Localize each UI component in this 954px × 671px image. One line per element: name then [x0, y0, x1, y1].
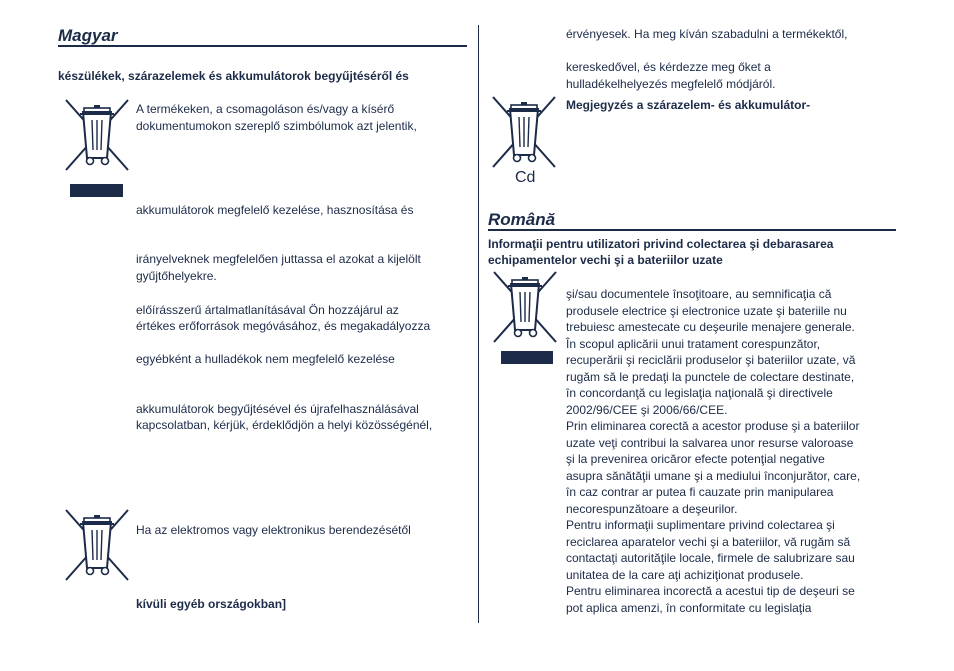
text-line: érvényesek. Ha meg kíván szabadulni a termékektől, [566, 27, 848, 41]
text-line: pot aplica amenzi, în conformitate cu legislaţia [566, 600, 812, 615]
text-line: produsele electrice şi electronice uzate şi bateriile nu [566, 303, 847, 318]
text-line: irányelveknek megfelelően juttassa el azokat a kijelölt [136, 252, 421, 266]
text-line: în concordanţă cu legislaţia naţională şi directivele [566, 386, 833, 400]
text-line: unitatea de la care aţi achiziţionat produsele. [566, 567, 804, 582]
text-line: recuperării şi reciclării produselor şi bateriilor uzate, vă [566, 353, 856, 367]
text-line: şi la prevenirea oricăror efecte potenţial negative [566, 452, 825, 466]
text-line: Ha az elektromos vagy elektronikus berendezésétől [136, 523, 411, 537]
text-line: asupra sănătăţii umane şi a mediului înconjurător, care, [566, 468, 861, 483]
section-heading-magyar: Magyar [58, 26, 118, 45]
text-line: contactaţi autorităţile locale, firmele de salubrizare sau [566, 551, 855, 565]
text-line: rugăm să le predaţi la punctele de colectare destinate, [566, 369, 855, 384]
text-line: Pentru eliminarea incorectă a acestui tip de deşeuri se [566, 584, 855, 598]
subheading-magyar: készülékek, szárazelemek és akkumulátorok begyűjtéséről és [58, 69, 409, 83]
text-line: dokumentumokon szereplő szimbólumok azt jelentik, [136, 119, 417, 133]
text-line: uzate veţi contribui la salvarea unor resurse valoroase [566, 435, 854, 450]
romana-body [566, 286, 860, 616]
underline-bar [70, 184, 123, 197]
heading-rule-romana [488, 229, 896, 231]
weee-bin-icon [66, 510, 128, 580]
note-bold: Megjegyzés a szárazelem- és akkumulátor- [566, 98, 811, 112]
text-line: Prin eliminarea corectă a acestor produse şi a bateriilor [566, 419, 860, 433]
weee-bin-icon [66, 100, 128, 170]
weee-bin-icon [494, 272, 556, 342]
subheading-romana: echipamentelor vechi şi a bateriilor uzate [488, 253, 723, 267]
text-line: în caz contrar ar putea fi cauzate prin manipularea [566, 485, 834, 499]
text-line: értékes erőforrások megóvásához, és megakadályozza [136, 319, 431, 333]
text-line: gyűjtőhelyekre. [136, 269, 217, 283]
text-line: În scopul aplicării unui tratament corespunzător, [566, 336, 821, 351]
text-line: akkumulátorok megfelelő kezelése, hasznosítása és [136, 203, 414, 217]
text-line: necorespunzătoare a deşeurilor. [566, 501, 738, 516]
text-line: reciclarea aparatelor vechi şi a bateriilor, vă rugăm să [566, 534, 851, 549]
column-divider [478, 25, 479, 623]
text-line: akkumulátorok begyűjtésével és újrafelhasználásával [136, 402, 419, 416]
cd-label: Cd [515, 169, 536, 186]
text-line: kereskedővel, és kérdezze meg őket a [566, 60, 771, 74]
text-line: 2002/96/CEE şi 2006/66/CEE. [566, 402, 728, 417]
text-line: Pentru informaţii suplimentare privind colectarea şi [566, 518, 835, 532]
subheading-romana: Informaţii pentru utilizatori privind colectarea şi debarasarea [488, 237, 834, 251]
text-line: előírásszerű ártalmatlanításával Ön hozzájárul az [136, 303, 399, 317]
text-line-bold: kívüli egyéb országokban] [136, 597, 287, 611]
underline-bar [501, 351, 553, 364]
text-line: hulladékelhelyezés megfelelő módjáról. [566, 77, 776, 91]
heading-rule-magyar [58, 45, 467, 47]
weee-bin-icon [493, 97, 555, 167]
text-line: egyébként a hulladékok nem megfelelő kezelése [136, 352, 395, 366]
text-line: A termékeken, a csomagoláson és/vagy a kísérő [136, 102, 395, 116]
text-line: trebuiesc amestecate cu deşeurile menajere generale. [566, 320, 855, 334]
text-line: şi/sau documentele însoţitoare, au semnificaţia că [566, 287, 832, 301]
section-heading-romana: Română [488, 210, 556, 229]
text-line: kapcsolatban, kérjük, érdeklődjön a helyi közösségénél, [136, 418, 433, 432]
